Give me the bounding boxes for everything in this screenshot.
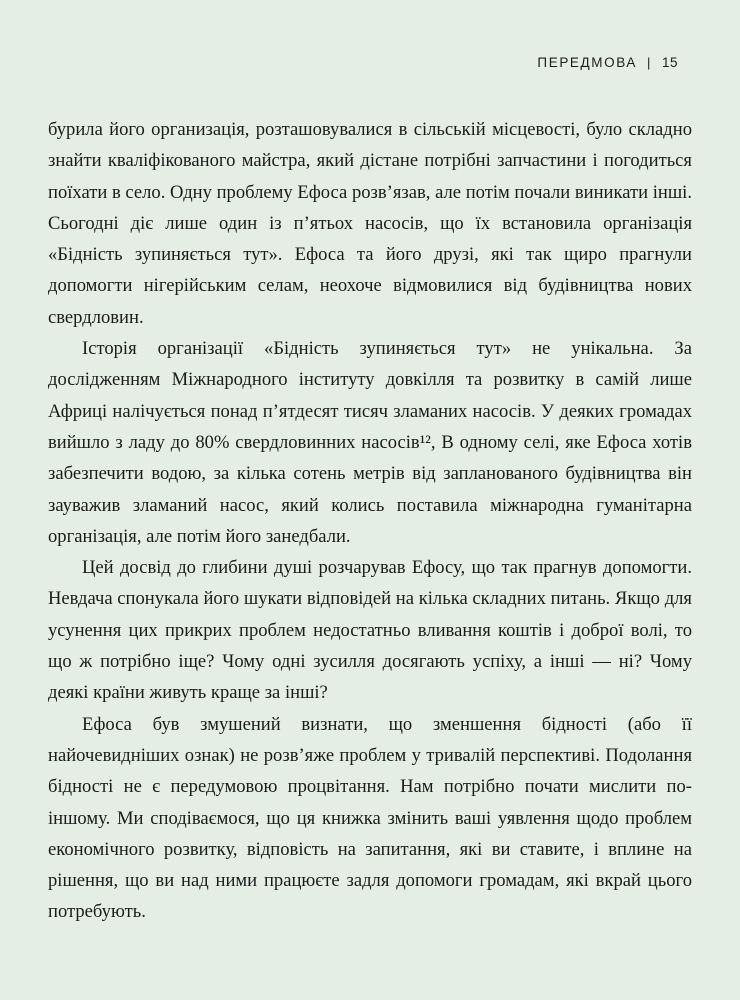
running-header — [537, 55, 678, 70]
running-head-title: ПЕРЕДМОВА — [537, 55, 637, 70]
paragraph: бурила його организація, розташовувалися в сільській місцевості, було складно знайти кваліфікованого майстра, який дістане потрібні запчастини і погодиться поїхати в село. Одну проблему Ефоса розв’язав, але потім почали виникати інші. Сьогодні діє лише один із п’ятьох насосів, що їх встановила організація «Бідність зупиняється тут». Ефоса та його друзі, які так щиро прагнули допомогти нігерійським селам, неохоче відмовилися від будівництва нових свердловин. — [48, 119, 692, 328]
paragraph: Ефоса був змушений визнати, що зменшення бідності (або її найочевидніших ознак) не розв’яже проблем у тривалій перспективі. Подолання бідності не є передумовою процвітання. Нам потрібно почати мислити по-іншому. Ми сподіваємося, що ця книжка змінить ваші уявлення щодо проблем економічного розвитку, відповість на запитання, які ви ставите, і вплине на рішення, що ви над ними працюєте задля допомоги громадам, які вкрай цього потребують. — [48, 713, 692, 923]
page-number: 15 — [661, 55, 678, 70]
paragraph: Цей досвід до глибини душі розчарував Ефосу, що так прагнув допомогти. Невдача спонукала його шукати відповідей на кілька складних питань. Якщо для усунення цих прикрих проблем недостатньо вливання коштів і доброї волі, то що ж потрібно іще? Чому одні зусилля досягають успіху, а інші — ні? Чому деякі країни живуть краще за інші? — [48, 557, 692, 704]
paragraph: Історія організації «Бідність зупиняється тут» не унікальна. За дослідженням Міжнародного інституту довкілля та розвитку в самій лише Африці налічується понад п’ятдесят тисяч зламаних насосів. У деяких громадах вийшло з ладу до 80% свердловинних насосів¹², В одному селі, яке Ефоса хотів забезпечити водою, за кілька сотень метрів від запланованого будівництва він зауважив зламаний насос, який колись поставила міжнародна гуманітарна організація, але потім його занедбали. — [48, 338, 692, 547]
body-text — [48, 114, 692, 928]
running-head-separator: | — [646, 55, 652, 70]
